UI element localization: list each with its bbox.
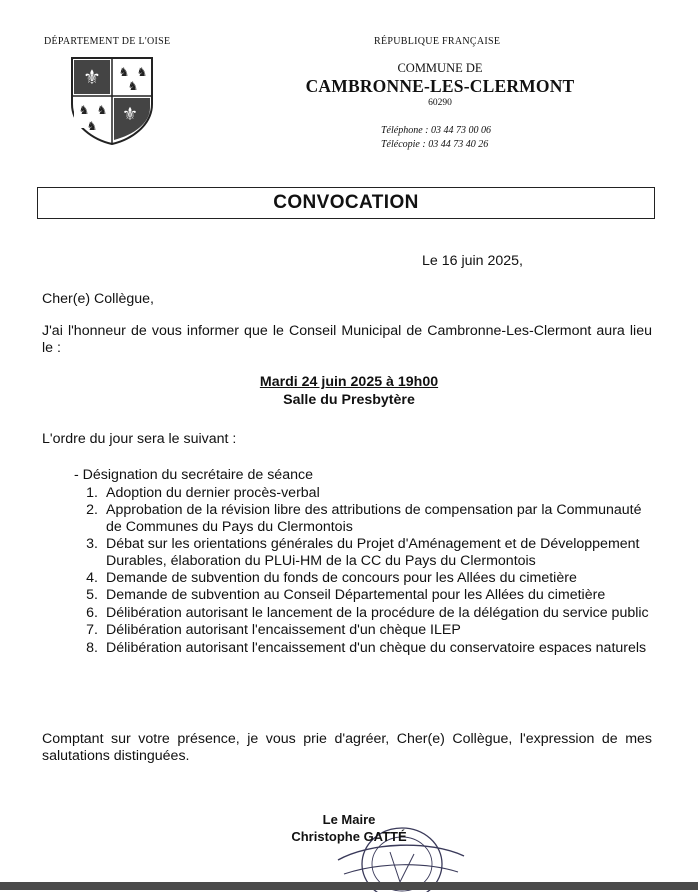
scan-bottom-edge	[0, 882, 698, 890]
signature-role: Le Maire	[322, 812, 376, 827]
postcode: 60290	[428, 98, 452, 108]
agenda-item-number: 8.	[86, 639, 98, 656]
coat-of-arms-icon	[70, 56, 154, 146]
department-label: DÉPARTEMENT DE L'OISE	[44, 36, 171, 47]
agenda-preliminary-item: - Désignation du secrétaire de séance	[74, 467, 313, 483]
agenda-item-text: Demande de subvention du fonds de concours pour les Allées du cimetière	[106, 570, 577, 587]
agenda-item	[80, 485, 660, 501]
signature-name: Christophe GATTÉ	[291, 829, 407, 844]
agenda-item-text: Approbation de la révision libre des attributions de compensation par la Communauté de Communes du Pays du Clermontois	[106, 502, 642, 535]
telephone: Téléphone : 03 44 73 00 06	[381, 125, 491, 136]
agenda-item-number: 1.	[86, 485, 98, 501]
svg-text:♞: ♞	[96, 103, 108, 117]
agenda-item-number: 2.	[86, 502, 98, 519]
svg-text:♞: ♞	[127, 79, 139, 93]
agenda-item	[80, 605, 660, 621]
agenda-item-text: Débat sur les orientations générales du Projet d'Aménagement et de Développement Durables, élaboration du PLUi-HM de la CC du Pays du Clermontois	[106, 536, 640, 569]
svg-text:⚜: ⚜	[121, 104, 139, 125]
commune-name: CAMBRONNE-LES-CLERMONT	[305, 76, 575, 96]
agenda-item-number: 3.	[86, 536, 98, 553]
agenda-item	[80, 640, 660, 656]
svg-text:♞: ♞	[86, 119, 98, 133]
greeting: Cher(e) Collègue,	[42, 291, 154, 307]
closing-paragraph: Comptant sur votre présence, je vous prie d'agréer, Cher(e) Collègue, l'expression de mes salutations distinguées.	[42, 731, 652, 764]
agenda-item	[80, 536, 660, 569]
agenda-item	[80, 622, 660, 638]
commune-label: COMMUNE DE	[397, 61, 483, 75]
meeting-place: Salle du Presbytère	[283, 392, 415, 408]
svg-text:♞: ♞	[136, 65, 148, 79]
agenda-item-text: Adoption du dernier procès-verbal	[106, 485, 320, 501]
telecopie: Télécopie : 03 44 73 40 26	[381, 139, 489, 150]
agenda-item-number: 7.	[86, 622, 98, 639]
agenda-item-number: 5.	[86, 587, 98, 604]
svg-text:⚜: ⚜	[83, 65, 101, 89]
agenda-intro: L'ordre du jour sera le suivant :	[42, 431, 237, 447]
intro-paragraph: J'ai l'honneur de vous informer que le Conseil Municipal de Cambronne-Les-Clermont aura lieu le :	[42, 323, 652, 356]
agenda-item-number: 6.	[86, 604, 98, 621]
document-title: CONVOCATION	[37, 187, 655, 219]
svg-text:♞: ♞	[118, 65, 130, 79]
agenda-item-text: Délibération autorisant l'encaissement d'un chèque ILEP	[106, 622, 461, 639]
letter-date: Le 16 juin 2025,	[422, 253, 523, 269]
agenda-item-text: Délibération autorisant le lancement de la procédure de la délégation du service public	[106, 604, 649, 621]
agenda-item-number: 4.	[86, 570, 98, 587]
republic-label: RÉPUBLIQUE FRANÇAISE	[374, 36, 501, 47]
agenda-item-text: Délibération autorisant l'encaissement d'un chèque du conservatoire espaces naturels	[106, 639, 647, 656]
agenda-item-text: Demande de subvention au Conseil Départemental pour les Allées du cimetière	[106, 587, 606, 604]
agenda-list	[80, 485, 660, 657]
svg-text:♞: ♞	[78, 103, 90, 117]
meeting-date: Mardi 24 juin 2025 à 19h00	[259, 374, 439, 390]
agenda-item	[80, 570, 660, 586]
agenda-item	[80, 502, 660, 535]
agenda-item	[80, 587, 660, 603]
